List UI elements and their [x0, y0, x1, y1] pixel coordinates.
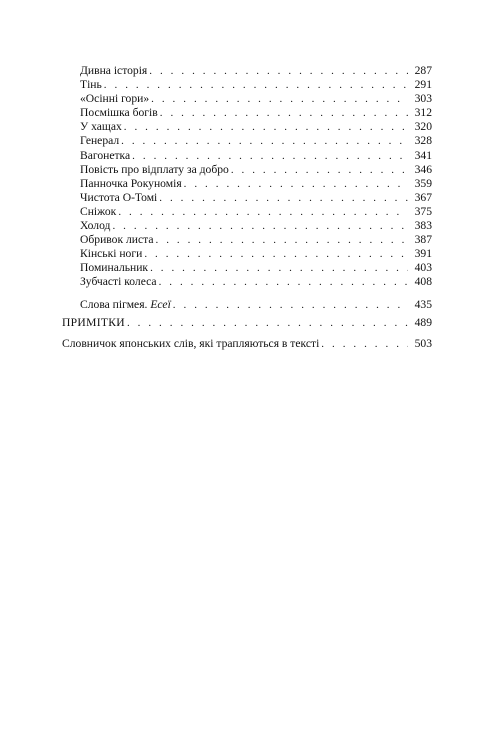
table-of-contents	[0, 64, 495, 351]
toc-entry-title: Тінь	[80, 78, 102, 92]
toc-entry-page: 346	[414, 162, 432, 176]
toc-entry-page: 489	[414, 315, 432, 329]
toc-entry	[80, 134, 432, 148]
toc-entry-page: 503	[414, 336, 432, 350]
toc-entry	[80, 205, 432, 219]
dot-leader	[156, 233, 409, 247]
toc-entry-title	[80, 298, 173, 312]
glossary-title: Словничок японських слів, які трапляються в тексті	[62, 336, 320, 350]
dot-leader	[159, 191, 408, 205]
toc-section-glossary	[62, 337, 432, 351]
toc-entry-title: Дивна історія	[80, 64, 148, 77]
toc-entry-title: У хащах	[80, 120, 122, 134]
toc-section-notes	[62, 316, 432, 330]
dot-leader	[104, 78, 408, 92]
toc-entry	[80, 261, 432, 275]
toc-entry-page: 367	[414, 190, 432, 204]
dot-leader	[173, 298, 408, 312]
toc-entry-page: 312	[414, 106, 432, 120]
toc-entry-page: 341	[414, 148, 432, 162]
dot-leader	[118, 205, 408, 219]
toc-entry	[80, 64, 432, 78]
toc-entry-title: Генерал	[80, 134, 120, 148]
dot-leader	[184, 177, 408, 191]
toc-entry	[80, 219, 432, 233]
toc-entry-title: Зубчасті колеса	[80, 275, 157, 289]
dot-leader	[124, 120, 408, 134]
dot-leader	[112, 219, 408, 233]
toc-entry-page: 320	[414, 120, 432, 134]
toc-entry-page: 375	[414, 204, 432, 218]
toc-entry	[80, 120, 432, 134]
dot-leader	[121, 134, 408, 148]
toc-entry-title: Вагонетка	[80, 148, 131, 162]
toc-entry	[80, 233, 432, 247]
toc-entry	[80, 275, 432, 289]
toc-entry-page: 391	[414, 247, 432, 261]
toc-entry-title: Повість про відплату за добро	[80, 162, 229, 176]
toc-entry-page: 303	[414, 92, 432, 106]
toc-entry-page: 403	[414, 261, 432, 275]
dot-leader	[132, 149, 408, 163]
toc-entry-page: 291	[414, 78, 432, 92]
toc-entry	[80, 149, 432, 163]
toc-entry-page: 287	[414, 64, 432, 77]
toc-entry-title: Чистота О-Томі	[80, 190, 158, 204]
toc-entry-page: 359	[414, 176, 432, 190]
toc-entry-page: 387	[414, 233, 432, 247]
toc-entry-title: Холод	[80, 219, 111, 233]
essay-genre: Есеї	[150, 297, 171, 311]
dot-leader	[127, 316, 408, 330]
dot-leader	[144, 247, 408, 261]
toc-entry-title: Кінські ноги	[80, 247, 143, 261]
toc-entry-title: Поминальник	[80, 261, 149, 275]
dot-leader	[149, 64, 408, 78]
toc-entry	[80, 177, 432, 191]
toc-entry-title: Сніжок	[80, 204, 117, 218]
dot-leader	[151, 92, 408, 106]
notes-title: ПРИМІТКИ	[62, 315, 125, 329]
dot-leader	[231, 163, 408, 177]
toc-entry-page: 328	[414, 134, 432, 148]
toc-entry-title: Панночка Рокуномія	[80, 176, 182, 190]
dot-leader	[159, 275, 408, 289]
toc-entry-page: 408	[414, 275, 432, 289]
dot-leader	[321, 337, 408, 351]
dot-leader	[160, 106, 408, 120]
toc-entry-title: Обривок листа	[80, 233, 154, 247]
toc-entry	[80, 106, 432, 120]
toc-entry-page: 435	[414, 297, 432, 311]
toc-entry	[80, 78, 432, 92]
toc-entry-title: Посмішка богів	[80, 106, 158, 120]
toc-entry-title: «Осінні гори»	[80, 92, 150, 106]
essay-title: Слова пігмея.	[80, 297, 148, 311]
toc-entry-essay	[80, 298, 432, 312]
toc-entry	[80, 163, 432, 177]
toc-entry	[80, 247, 432, 261]
toc-entry	[80, 191, 432, 205]
dot-leader	[150, 261, 408, 275]
toc-entry	[80, 92, 432, 106]
toc-entry-page: 383	[414, 219, 432, 233]
